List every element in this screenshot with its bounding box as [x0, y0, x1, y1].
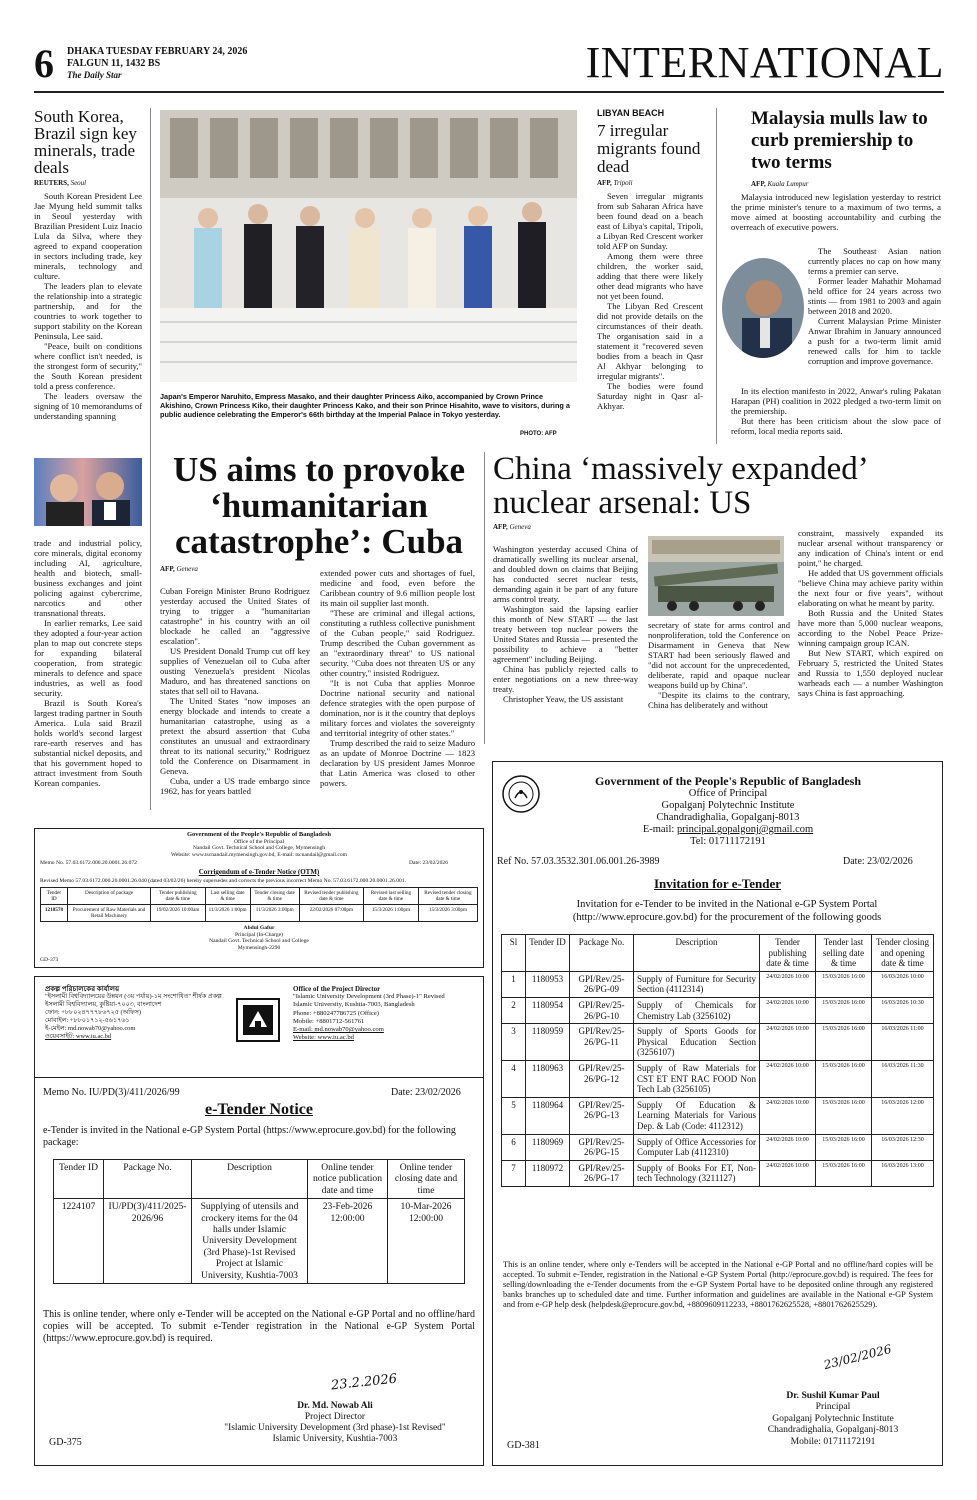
ad-iu-bn-line: ফোন: +৮৮০২৪৭৭৭৮৬৭২৫ (অফিস) [45, 1009, 141, 1016]
ad-iu-en-line: Mobile: +8801712-561761 [293, 1017, 365, 1025]
ad-gpi-sign-title: Principal [815, 1401, 851, 1413]
masthead [34, 38, 944, 90]
bangla-date: FALGUN 11, 1432 BS [67, 58, 161, 69]
china-col-3: constraint, massively expanded its nuclear arsenal without transparency or any indication of China's intent or end point," he charged. He added that US government officials "believe China may achieve parity within the next four or five years", without elaborating on what he meant by parity. Both Russia and the United States have more than 5,000 nuclear weapons, according to the Nobel Peace Prize-winning campaign group ICAN. But New START, which expired on February 5, restricted the United States and Russia to 1,550 deployed nuclear warheads each — a number Washington says China is fast approaching. [798, 528, 943, 698]
section-title: INTERNATIONAL [585, 38, 944, 87]
china-headline: China ‘massively expanded’ nuclear arsenal: US [493, 451, 867, 521]
china-missile-photo [648, 536, 784, 616]
ad-iu-sign-addr: Islamic University, Kushtia-7003 [272, 1434, 398, 1444]
ad-gpi [492, 761, 943, 1466]
ad-iu-sign-title: Project Director [304, 1412, 366, 1422]
lee-lula-photo [34, 458, 142, 526]
korea-body-1: South Korean President Lee Jae Myung held summit talks in Seoul yesterday with Brazilian President Luiz Inacio Lula da Silva, where they agreed to expand cooperation in sectors including trade, key minerals, technology and culture. The leaders plan to elevate the relationship into a strategic partnership, and for the countries to work together to support stability on the Korean Peninsula, Lee said. "Peace, built on conditions where conflict isn't needed, is the strongest form of security," the South Korean president told a press conference. The leaders oversaw the signing of 10 memorandums of understanding spanning [34, 191, 142, 421]
cuba-story [160, 452, 478, 560]
ad-iu-note: This is online tender, where only e-Tender will be accepted on the National e-GP Portal and no offline/hard copies will be accepted. To submit e-Tender registration in the National e-GP System Portal (https://www.eprocure.gov.bd) is required. [43, 1309, 475, 1344]
dateline: DHAKA TUESDAY FEBRUARY 24, 2026 [67, 46, 248, 57]
ad-gpi-email-line: E-mail: principal.gopalgonj@gmail.com [642, 824, 814, 835]
ad-iu-en-line: Phone: +880247786725 (Office) [293, 1009, 380, 1017]
paper-name: The Daily Star [67, 70, 122, 80]
ad-gpi-code: GD-381 [507, 1440, 540, 1451]
ad-iu-en-line: Website: www.iu.ac.bd [293, 1034, 354, 1042]
iu-logo [235, 997, 281, 1043]
ad-nandail-sign-inst: Nandail Govt. Technical School and College [209, 938, 309, 945]
ad-nandail-gov: Government of the People's Republic of Bangladesh [186, 831, 332, 838]
ad-nandail-contact: Website: www.tscnandail.mymensingh.gov.bd, E-mail: tscnandail@gmail.com [171, 851, 347, 858]
ad-nandail-table: Tender ID Description of package Tender publishing date & time Last selling date & time Tender closing date & time Revised tender publishing date & time Revised last selling date & time Revised tender closing date & time 1218578 Procurement of Raw Materials and Retail Machinery 19/02/2026 10:00am 11/3/2026 1:00pm 11/3/2026 3:00pm 22/02/2026 07:00pm 15/3/2026 1:00pm 15/3/2026 3:00pm [40, 887, 478, 922]
table-row: 5 1180964 GPI/Rev/25-26/PG-13 Supply Of Education & Learning Materials for Various Dep. & Lab (Code: 4112312) 24/02/2026 10:00 15/03/2026 16:00 16/03/2026 12:00 [502, 1097, 934, 1134]
col-rule-2 [716, 108, 717, 444]
china-story [493, 452, 943, 535]
libya-byline: AFP, Tripoli [597, 179, 633, 187]
korea-body-2: trade and industrial policy, core minerals, digital economy including AI, agriculture, health and biotech, small-business exchanges and joint policing against cybercrime, narcotics and other transnational threats. In earlier remarks, Lee said they adopted a four-year action plan to map out concrete steps for expanding bilateral cooperation, from strategic minerals to defence and space industries, as well as food security. Brazil is South Korea's largest trading partner in South America. Lula said Brazil holds world's second largest rare-earth reserves and has substantial nickel deposits, and that his government hoped to attract investment from South Korean companies. [34, 538, 142, 788]
masthead-rule [34, 91, 944, 93]
korea-story [34, 108, 142, 444]
ad-gpi-sign-mobile: Mobile: 01711172191 [790, 1435, 876, 1447]
malaysia-body-bottom: In its election manifesto in 2022, Anwar's ruling Pakatan Harapan (PH) coalition in 2022 pledged a two-term limit on the premiership. But there has been criticism about the slow pace of reform, local media reports said. [731, 386, 941, 436]
china-col-2: secretary of state for arms control and nonproliferation, told the Conference on Disarmament in Geneva that New START had been seriously flawed and "did not account for the unprecedented, deliberate, rapid and opaque nuclear weapons build up by China". "Despite its claims to the contrary, China has deliberately and without [648, 620, 790, 710]
korea-headline: South Korea, Brazil sign key minerals, trade deals [34, 107, 137, 177]
ad-gpi-sign-inst: Gopalganj Polytechnic Institute [772, 1412, 894, 1424]
libya-story [597, 108, 703, 411]
ad-gpi-date: Date: 23/02/2026 [843, 856, 913, 867]
ad-gpi-table: Sl Tender ID Package No. Description Tender publishing date & time Tender last selling date & time Tender closing and opening date & time 1 1180953 GPI/Rev/25-26/PG-09 Supply of Furniture for Security Section (4112314) 24/02/2026 10:00 15/03/2026 16:00 16/03/2026 10:00 2 1180954 GPI/Rev/25-26/PG-10 Supply of Chemicals for Chemistry Lab (3256102) 24/02/2026 10:00 15/03/2026 16:00 16/03/2026 10:30 3 1180959 GPI/Rev/25-26/PG-11 Supply of Sports Goods for Physical Education Section (3256107) 24/02/2026 10:00 15/03/2026 16:00 16/03/2026 11:00 4 1180963 GPI/Rev/25-26/PG-12 Supply of Raw Materials for CST ET ENT RAC FOOD Non Tech Lab (3256105) 24/02/2026 10:00 15/03/2026 16:00 16/03/2026 11:30 5 1180964 GPI/Rev/25-26/PG-13 Supply Of Education & Learning Materials for Various Dep. & Lab (Code: 4112312) 24/02/2026 10:00 15/03/2026 16:00 16/03/2026 12:00 6 1180969 GPI/Rev/25-26/PG-15 Supply of Office Accessories for Computer Lab (4112310) 24/02/2026 10:00 15/03/2026 16:00 16/03/2026 12:30 7 1180972 GPI/Rev/25-26/PG-17 Supply of Books For ET, Non-tech Technology (3211127) 24/02/2026 10:00 15/03/2026 16:00 16/03/2026 13:00 [501, 934, 934, 1187]
cuba-col-2: extended power cuts and shortages of fuel, medicine and food, even before the Caribbean country of 9.6 million people lost its main oil supplier last month. "These are criminal and illegal actions, constituting a ruthless collective punishment of the Cuban people," said Rodriguez. Trump described the Cuban government as an "extraordinary threat" to US national security. "Cuba does not threaten US or any other country," insisted Rodriguez. "It is not Cuba that applies Monroe Doctrine national security and national defence strategies with the open purpose of domination, nor is it the country that deploys military forces and violates the sovereignty and territorial integrity of other states." Trump described the raid to seize Maduro as an update of Monroe Doctrine — 1823 declaration by US president James Monroe that Latin America was closed to other powers. [320, 568, 475, 788]
ad-gpi-tel: Tel: 01711172191 [690, 836, 766, 847]
ad-nandail-title: Corrigendum of e-Tender Notice (OTM) [198, 867, 320, 876]
japan-royal-photo [160, 110, 577, 382]
ad-gpi-signature: 23/02/2026 [822, 1341, 893, 1373]
china-col-1: Washington yesterday accused China of dramatically swelling its nuclear arsenal, and doubled down on claims that Beijing has conducted secret nuclear tests, demanding again it be part of any future arms control treaty. Washington said the lapsing earlier this month of New START — the last treaty between top nuclear powers the United States and Russia — presented the possibility to achieve a "better agreement" including Beijing. China has publicly rejected calls to enter negotiations on a new three-way treaty. Christopher Yeaw, the US assistant [493, 544, 638, 704]
cuba-col-1: Cuban Foreign Minister Bruno Rodriguez yesterday accused the United States of trying to trigger a "humanitarian catastrophe" in his country with an oil blockade he called an "aggressive escalation". US President Donald Trump cut off key supplies of Venezuelan oil to Cuba after ousting Venezuela's president Nicolas Maduro, and has threatened sanctions on states that sell oil to Havana. The United States "now imposes an energy blockade and intends to create a humanitarian catastrophe, using as a pretext the absurd assertion that Cuba constitutes an unusual and extraordinary threat to its national security," Rodriguez told the Conference on Disarmament in Geneva. Cuba, under a US trade embargo since 1962, has for years battled [160, 586, 310, 796]
ad-iu-bn-line: ওয়েবসাইট: www.iu.ac.bd [45, 1033, 112, 1040]
ad-iu-code: GD-375 [49, 1437, 82, 1448]
libya-headline: 7 irregular migrants found dead [597, 121, 701, 176]
cuba-headline: US aims to provoke ‘humanitarian catastrophe’: Cuba [172, 450, 465, 561]
ad-iu-signature: 23.2.2026 [330, 1371, 398, 1394]
ad-nandail-office: Office of the Principal [233, 838, 285, 845]
ad-nandail-revised: Revised Memo 57.03.6172.000.20.0001.26.040 (dated 03/02/26) hereby supersedes and corrects the previous incorrect Memo No. 57.03.6172.000.20.0001.26.001. [40, 877, 407, 884]
ad-gpi-note: This is an online tender, where only e-Tenders will be accepted in the National e-GP Portal and no offline/hard copies will be accepted. To submit e-Tender, registration in the National e-GP System Portal (http://eprocure.gov.bd) is required. The fees for selling/downloading the e-Tender documents from the e-GP System Portal have to be deposited online through any registered banks branches up to scheduled date and time. Further information and guidelines are available in the National e-GP System and from e-GP help desk (helpdesk@eprocure.gov.bd, +8809609112233, +8801762625528, +8801762625529). [503, 1260, 933, 1309]
ad-iu-en-line: Islamic University, Kushtia-7003, Bangladesh [293, 1001, 415, 1009]
ad-iu-sign-block [195, 1401, 475, 1445]
table-row: 1 1180953 GPI/Rev/25-26/PG-09 Supply of Furniture for Security Section (4112314) 24/02/2026 10:00 15/03/2026 16:00 16/03/2026 10:00 [502, 971, 934, 997]
ad-iu-bn-line: ই-মেইল: md.nowab70@yahoo.com [45, 1025, 136, 1032]
ad-nandail [34, 828, 484, 968]
ad-iu-en-title: Office of the Project Director [293, 985, 381, 993]
ad-nandail-date: Date: 23/02/2026 [409, 860, 448, 867]
ad-iu-memo: Memo No. IU/PD(3)/411/2026/99 [43, 1087, 180, 1098]
ad-gpi-sign-block [733, 1390, 933, 1447]
ad-iu-bn-line: ইসলামী বিশ্ববিদ্যালয়, কুষ্টিয়া-৭০০৩, বাংলাদেশ [45, 1001, 162, 1008]
table-row: 7 1180972 GPI/Rev/25-26/PG-17 Supply of Books For ET, Non-tech Technology (3211127) 24/02/2026 10:00 15/03/2026 16:00 16/03/2026 13:00 [502, 1160, 934, 1186]
col-rule-1 [150, 108, 151, 810]
page-number: 6 [34, 41, 54, 86]
table-row: 4 1180963 GPI/Rev/25-26/PG-12 Supply of Raw Materials for CST ET ENT RAC FOOD Non Tech Lab (3256105) 24/02/2026 10:00 15/03/2026 16:00 16/03/2026 11:30 [502, 1060, 934, 1097]
ad-nandail-code: GD-373 [40, 957, 59, 964]
ad-iu-intro: e-Tender is invited in the National e-GP System Portal (https://www.eprocure.gov.bd) for the following package: [43, 1125, 456, 1148]
ad-iu-date: Date: 23/02/2026 [391, 1087, 461, 1098]
ad-iu-divider [35, 1077, 483, 1078]
china-byline: AFP, Geneva [493, 523, 531, 531]
ad-iu-bn-line: "ইসলামী বিশ্ববিদ্যালয়ের উন্নয়ন (৩য় পর্যায়)-১ম সংশোধিত" শীর্ষক প্রকল্প [45, 993, 222, 1000]
anwar-photo [722, 258, 804, 358]
ad-gpi-ref: Ref No. 57.03.3532.301.06.001.26-3989 [497, 856, 660, 867]
ad-nandail-inst: Nandail Govt. Technical School and College, Mymensingh [192, 845, 326, 852]
table-row: 6 1180969 GPI/Rev/25-26/PG-15 Supply of Office Accessories for Computer Lab (4112310) 24/02/2026 10:00 15/03/2026 16:00 16/03/2026 12:30 [502, 1134, 934, 1160]
col-rule-3 [484, 452, 485, 744]
ad-iu-en-line: "Islamic University Development (3rd Phase)-1" Revised [293, 993, 445, 1001]
malaysia-body-top: Malaysia introduced new legislation yesterday to restrict the prime minister's tenure to a maximum of two terms, a move aimed at boosting accountability and curbing the overreach of executive powers. [731, 192, 941, 232]
korea-byline: REUTERS, Seoul [34, 179, 87, 187]
ad-iu-bn-line: মোবাইল: +৮৮০১৭১২-৫৬১৭৬১ [45, 1017, 130, 1024]
ad-iu-title: e-Tender Notice [205, 1101, 313, 1118]
malaysia-body-wrap: The Southeast Asian nation currently places no cap on how many terms a premier can serve. Former leader Mahathir Mohamad held office for 24 years across two stints — from 1981 to 2003 and again between 2018 and 2020. Current Malaysian Prime Minister Anwar Ibrahim in January announced a push for a two-term limit amid renewed calls for him to tackle corruption and improve governance. [808, 246, 941, 366]
malaysia-story [723, 108, 941, 232]
ad-gpi-addr: Chandradighalia, Gopalganj-8013 [656, 812, 800, 823]
ad-gpi-office: Office of Principal [688, 788, 768, 799]
japan-photo-caption: Japan's Emperor Naruhito, Empress Masako, and their daughter Princess Aiko, accompanied by Crown Prince Akishino, Crown Princess Kiko, their daughter Princess Kako, and their son Prince Hisahito, wave to visitors, during a public audience celebrating the Emperor's 66th birthday at the Imperial Palace in Tokyo yesterday. [160, 392, 570, 419]
ad-iu-en-block [293, 985, 479, 1042]
libya-body: Seven irregular migrants from sub Saharan Africa have been found dead on a beach east of Libya's capital, Tripoli, a Libyan Red Crescent worker told AFP on Sunday. Among them were three children, the worker said, adding that there were likely other dead migrants who have not yet been found. The Libyan Red Crescent did not provide details on the circumstances of their death. The organisation said in a statement it "recovered seven bodies from a beach in Qasr Al Akhyar belonging to irregular migrants". The bodies were found Saturday night in Qasr al-Akhyar. [597, 191, 703, 411]
ad-gpi-sign-addr: Chandradighalia, Gopalganj-8013 [767, 1424, 899, 1436]
ad-gpi-intro: Invitation for e-Tender to be invited in the National e-GP System Portal (http://www.eprocure.gov.bd) for the procurement of the following goods [572, 899, 882, 923]
cuba-byline: AFP, Geneva [160, 565, 198, 573]
table-row: 3 1180959 GPI/Rev/25-26/PG-11 Supply of Sports Goods for Physical Education Section (3256107) 24/02/2026 10:00 15/03/2026 16:00 16/03/2026 11:00 [502, 1024, 934, 1061]
ad-nandail-sign: Abdul Gafur [243, 925, 275, 932]
malaysia-headline: Malaysia mulls law to curb premiership to two terms [751, 108, 928, 173]
ad-gpi-gov: Government of the People's Republic of Bangladesh [595, 774, 861, 788]
malaysia-byline: AFP, Kuala Lumpur [751, 180, 809, 188]
table-row: 1218578 Procurement of Raw Materials and Retail Machinery 19/02/2026 10:00am 11/3/2026 1:00pm 11/3/2026 3:00pm 22/02/2026 07:00pm 15/3/2026 1:00pm 15/3/2026 3:00pm [41, 905, 478, 922]
ad-iu-bn-block [45, 985, 230, 1041]
ad-gpi-title: Invitation for e-Tender [653, 876, 782, 891]
ad-nandail-memo: Memo No. 57.03.6172.000.20.0001.26.072 [40, 860, 137, 867]
ad-nandail-sign-addr: Mymensingh-2290 [237, 944, 281, 951]
ad-iu [34, 976, 484, 1466]
ad-nandail-sign-title: Principal (In-Charge) [235, 931, 283, 938]
ad-iu-bn-title: প্রকল্প পরিচালকের কার্যালয় [45, 985, 120, 993]
japan-photo-credit: PHOTO: AFP [520, 431, 557, 437]
ad-iu-table: Tender ID Package No. Description Online tender notice publication date and time Online tender closing date and time 1224107 IU/PD(3)/411/2025-2026/96 Supplying of utensils and crockery items for the 04 halls under Islamic University Development (3rd Phase)-1st Revised Project at Islamic University, Kushtia-7003 23-Feb-2026 12:00:00 10-Mar-2026 12:00:00 [53, 1159, 465, 1284]
libya-kicker: LIBYAN BEACH [597, 108, 665, 118]
ad-iu-sign-name: Dr. Md. Nowab Ali [297, 1401, 373, 1411]
ad-gpi-inst: Gopalganj Polytechnic Institute [661, 800, 795, 811]
table-row: 2 1180954 GPI/Rev/25-26/PG-10 Supply of Chemicals for Chemistry Lab (3256102) 24/02/2026 10:00 15/03/2026 16:00 16/03/2026 10:30 [502, 997, 934, 1023]
ad-gpi-header [533, 774, 923, 848]
ad-gpi-sign-name: Dr. Sushil Kumar Paul [786, 1390, 880, 1401]
ad-iu-en-line: E-mail: md.nowab70@yahoo.com [293, 1026, 384, 1034]
ad-iu-sign-project: "Islamic University Development (3rd phase)-1st Revised" [224, 1423, 446, 1433]
table-row: 1224107 IU/PD(3)/411/2025-2026/96 Supplying of utensils and crockery items for the 04 halls under Islamic University Development (3rd Phase)-1st Revised Project at Islamic University, Kushtia-7003 23-Feb-2026 12:00:00 10-Mar-2026 12:00:00 [54, 1199, 465, 1284]
ad-gpi-email[interactable]: principal.gopalgonj@gmail.com [676, 824, 814, 835]
